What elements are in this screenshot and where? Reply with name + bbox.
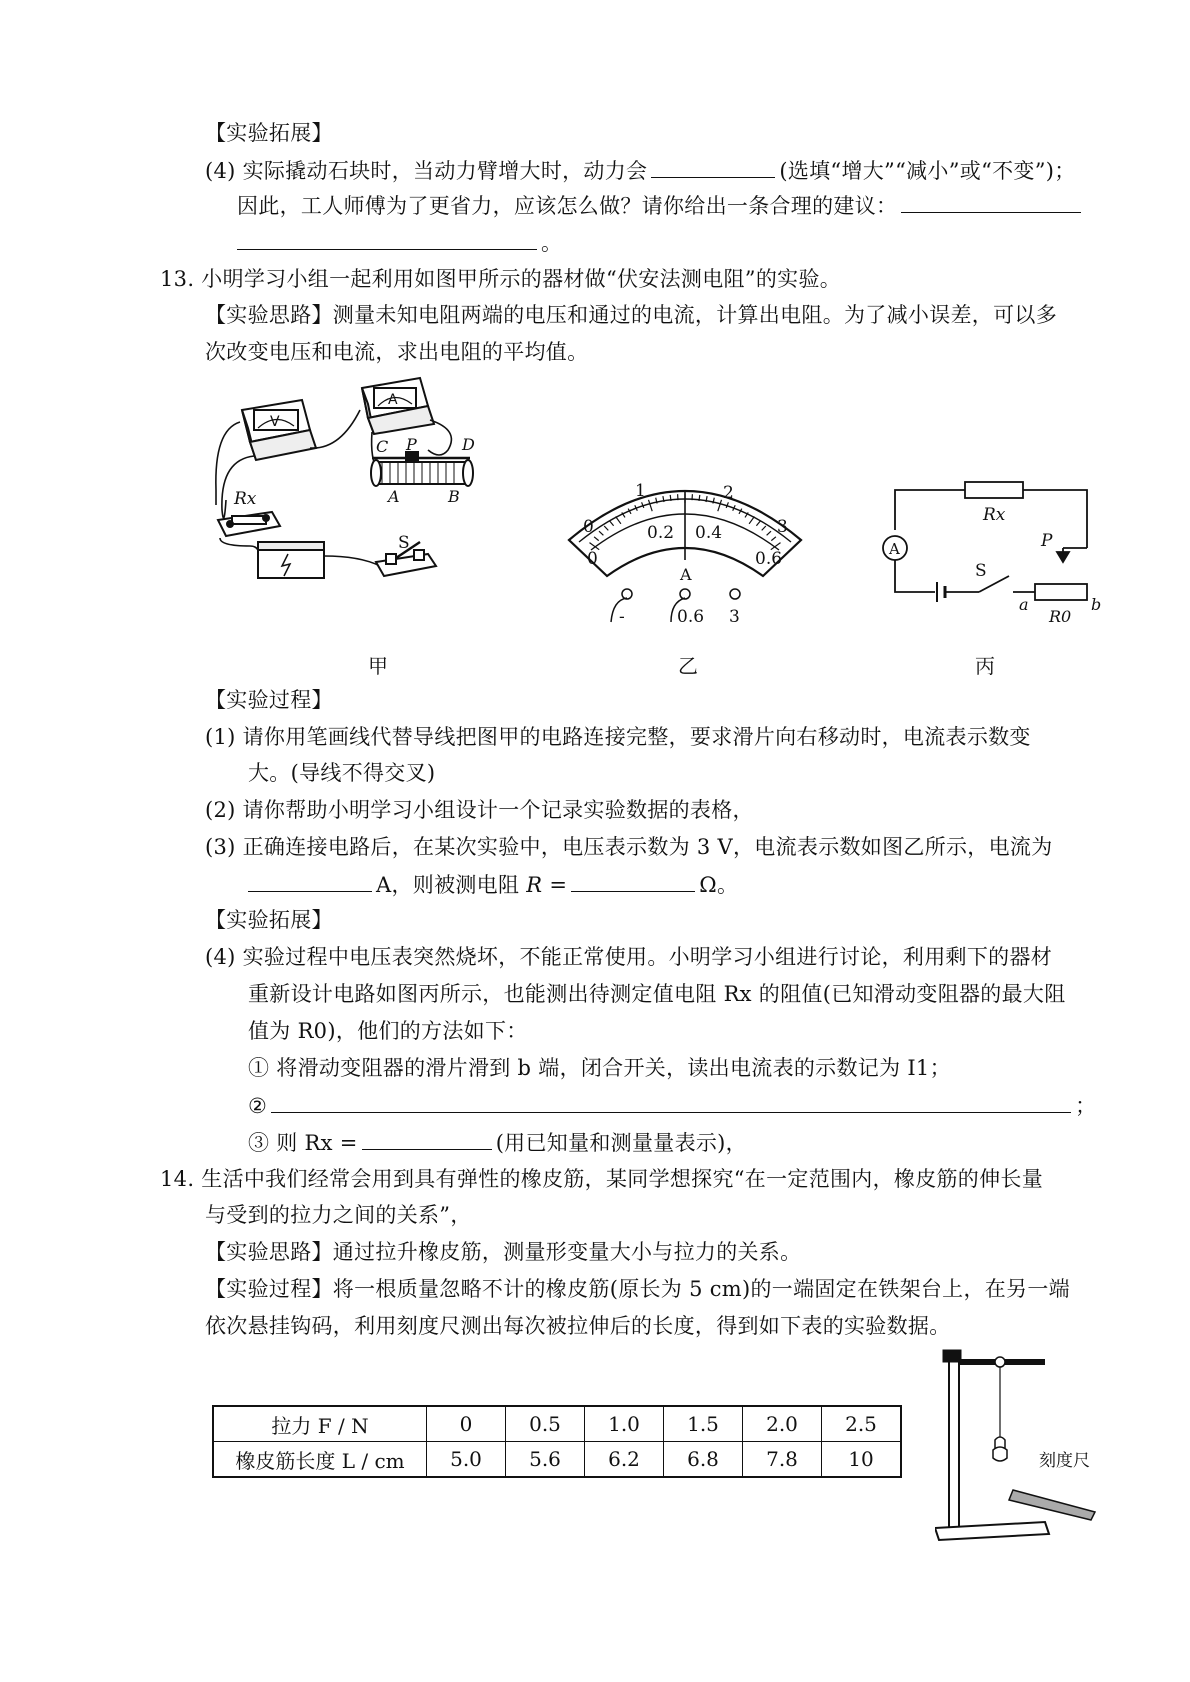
table-cell: 6.2	[585, 1442, 664, 1478]
q12-ext-q4-text-b: (选填“增大”“减小”或“不变”)；	[779, 159, 1076, 183]
q14-title-line2: 与受到的拉力之间的关系”，	[205, 1203, 472, 1227]
bing-r0-label: R0	[1049, 607, 1072, 626]
table-cell: 10	[822, 1442, 902, 1478]
switch-label: S	[398, 533, 410, 553]
step2-answer-blank[interactable]	[271, 1090, 1071, 1113]
voltmeter-icon	[242, 400, 316, 460]
dial-top-1: 1	[635, 481, 646, 501]
q13-p3-line1: (3) 正确连接电路后，在某次实验中，电压表示数为 3 V，电流表示数如图乙所示，电流为	[205, 835, 1053, 859]
caption-jia: 甲	[368, 654, 388, 678]
rx-expression-blank[interactable]	[362, 1127, 492, 1150]
figure-yi-ammeter-dial	[555, 462, 815, 632]
q13-p2: (2) 请你帮助小明学习小组设计一个记录实验数据的表格，	[205, 798, 754, 822]
rx-label: Rx	[234, 489, 257, 509]
q14-proc-line1: 【实验过程】将一根质量忽略不计的橡皮筋(原长为 5 cm)的一端固定在铁架台上，在另一端	[205, 1277, 1070, 1301]
q12-ext-q4-text-a: (4) 实际撬动石块时，当动力臂增大时，动力会	[205, 159, 648, 183]
dial-top-2: 2	[723, 483, 734, 503]
answer-blank[interactable]	[237, 227, 537, 250]
dial-bottom-06: 0.6	[755, 549, 783, 569]
q13-p3-text-b1: A，则被测电阻	[376, 873, 520, 897]
dial-top-3: 3	[777, 517, 788, 537]
q12-ext-q4-text-c: 因此，工人师傅为了更省力，应该怎么做？请你给出一条合理的建议：	[237, 194, 898, 218]
q13-e4-line1: (4) 实验过程中电压表突然烧坏，不能正常使用。小明学习小组进行讨论，利用剩下的器材	[205, 945, 1053, 969]
caption-bing: 丙	[975, 654, 995, 678]
dial-bottom-0: 0	[587, 549, 598, 569]
table-cell: 0	[427, 1406, 506, 1442]
iron-stand-figure	[935, 1340, 1135, 1550]
row2-label: 橡皮筋长度 L / cm	[213, 1442, 427, 1478]
table-cell: 5.6	[506, 1442, 585, 1478]
q13-p3-line2	[248, 869, 738, 900]
terminal-3: 3	[729, 607, 740, 627]
row1-label: 拉力 F / N	[213, 1406, 427, 1442]
terminal-d-label: D	[462, 435, 475, 454]
q13-process-header: 【实验过程】	[205, 688, 333, 712]
table-cell: 6.8	[664, 1442, 743, 1478]
q13-p3-text-b3: Ω。	[699, 873, 739, 897]
q14-idea: 【实验思路】通过拉升橡皮筋，测量形变量大小与拉力的关系。	[205, 1240, 802, 1264]
bing-rx-label: Rx	[983, 505, 1006, 525]
q13-e4-line3: 值为 R0)，他们的方法如下：	[248, 1019, 528, 1043]
q13-p1-line1: (1) 请你用笔画线代替导线把图甲的电路连接完整，要求滑片向右移动时，电流表示数变	[205, 725, 1031, 749]
ammeter-icon	[362, 378, 434, 434]
q13-step2	[248, 1090, 1096, 1121]
q13-idea-line1: 【实验思路】测量未知电阻两端的电压和通过的电流，计算出电阻。为了减小误差，可以多	[205, 303, 1057, 327]
bing-ammeter-label: A	[889, 540, 900, 558]
terminal-minus: -	[619, 607, 625, 627]
q13-step2-end: ；	[1075, 1094, 1097, 1118]
answer-blank[interactable]	[901, 190, 1081, 213]
q14-title-line1: 14. 生活中我们经常会用到具有弹性的橡皮筋，某同学想探究“在一定范围内，橡皮筋的伸长量	[160, 1167, 1044, 1191]
current-answer-blank[interactable]	[248, 869, 372, 892]
q13-step1: ① 将滑动变阻器的滑片滑到 b 端，闭合开关，读出电流表的示数记为 I1；	[248, 1056, 951, 1080]
figure-bing-circuit	[865, 470, 1105, 645]
bing-end-b: b	[1091, 595, 1102, 614]
q12-ext-header: 【实验拓展】	[205, 121, 333, 145]
resistance-answer-blank[interactable]	[571, 869, 695, 892]
rheostat-icon	[371, 452, 473, 486]
q13-title: 13. 小明学习小组一起利用如图甲所示的器材做“伏安法测电阻”的实验。	[160, 267, 842, 291]
q13-idea-line2: 次改变电压和电流，求出电阻的平均值。	[205, 340, 589, 364]
q13-p1-line2: 大。(导线不得交叉)	[248, 761, 436, 785]
bing-slider-label: P	[1041, 531, 1053, 551]
answer-blank[interactable]	[651, 155, 775, 178]
table-cell: 5.0	[427, 1442, 506, 1478]
dial-tick	[670, 495, 671, 501]
dial-top-0: 0	[583, 517, 594, 537]
q13-step3-b: (用已知量和测量量表示)，	[495, 1131, 747, 1155]
terminal-b-label: B	[448, 487, 460, 506]
table-row	[213, 1406, 901, 1442]
q12-ext-q4-end: 。	[541, 231, 563, 255]
q13-e4-line2: 重新设计电路如图丙所示，也能测出待测定值电阻 Rx 的阻值(已知滑动变阻器的最大阻	[248, 982, 1066, 1006]
q14-proc-line2: 依次悬挂钩码，利用刻度尺测出每次被拉伸后的长度，得到如下表的实验数据。	[205, 1314, 951, 1338]
table-cell: 0.5	[506, 1406, 585, 1442]
table-cell: 2.0	[743, 1406, 822, 1442]
bing-switch-label: S	[975, 561, 987, 581]
q13-ext-header: 【实验拓展】	[205, 908, 333, 932]
voltmeter-label: V	[270, 414, 280, 430]
q12-ext-q4-line1	[205, 155, 1076, 186]
q13-p3-text-b2: R =	[526, 873, 568, 897]
dial-unit: A	[680, 565, 692, 584]
caption-yi: 乙	[678, 654, 698, 678]
table-cell: 1.5	[664, 1406, 743, 1442]
dial-bottom-02: 0.2	[647, 523, 675, 543]
terminal-c-label: C	[376, 437, 389, 456]
dial-bottom-04: 0.4	[695, 523, 723, 543]
q14-data-table	[212, 1405, 902, 1478]
table-row	[213, 1442, 901, 1478]
ruler-icon	[1009, 1490, 1095, 1520]
table-cell: 7.8	[743, 1442, 822, 1478]
terminal-a-label: A	[388, 487, 400, 506]
q13-step3-a: ③ 则 Rx =	[248, 1131, 358, 1155]
table-cell: 2.5	[822, 1406, 902, 1442]
dial-tick	[699, 495, 700, 501]
q12-ext-q4-line2	[237, 190, 1085, 221]
terminal-06: 0.6	[677, 607, 705, 627]
figure-jia-apparatus	[210, 370, 500, 630]
battery-icon	[258, 542, 324, 578]
ammeter-label: A	[388, 392, 398, 408]
bing-end-a: a	[1019, 595, 1029, 614]
terminal-p-label: P	[406, 435, 417, 454]
q13-step3	[248, 1127, 747, 1158]
q12-ext-q4-line3	[237, 227, 562, 258]
ruler-label: 刻度尺	[1039, 1451, 1090, 1471]
table-cell: 1.0	[585, 1406, 664, 1442]
q13-step2-num: ②	[248, 1094, 268, 1118]
